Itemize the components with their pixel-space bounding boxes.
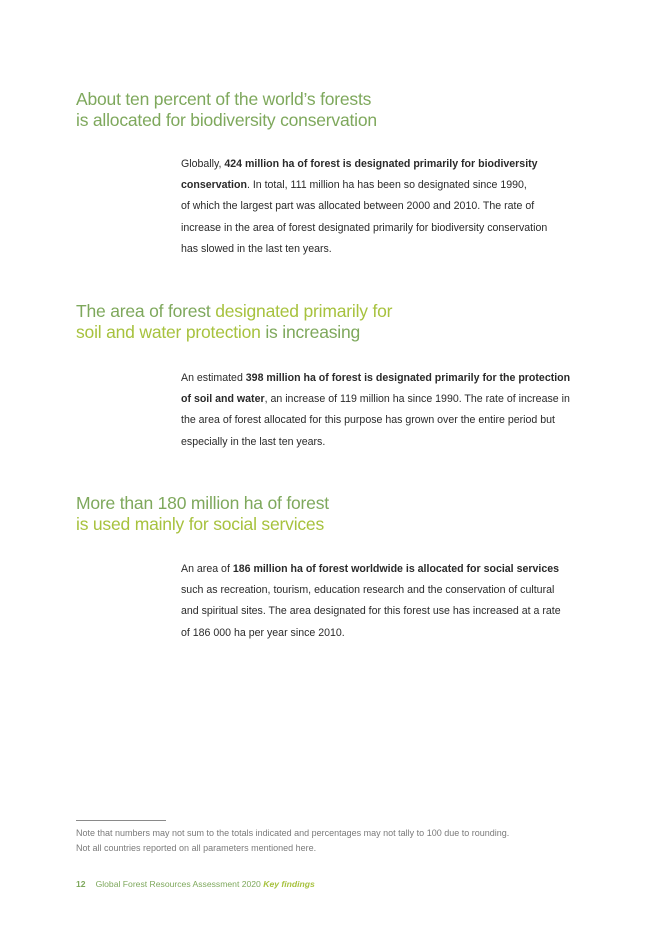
footnote-line: Not all countries reported on all parameters mentioned here. bbox=[76, 842, 317, 853]
text-run: An estimated bbox=[181, 372, 246, 384]
text-run: Globally, bbox=[181, 158, 225, 170]
heading-line: About ten percent of the world’s forests bbox=[76, 89, 372, 109]
section-heading bbox=[76, 301, 496, 343]
page-number: 12 bbox=[76, 879, 86, 889]
text-run: An area of bbox=[181, 563, 233, 575]
section-paragraph bbox=[181, 154, 591, 260]
paragraph-line bbox=[181, 389, 591, 410]
paragraph-line: and spiritual sites. The area designated for this forest use has increased at a rate bbox=[181, 605, 561, 618]
bold-text-run: conservation bbox=[181, 179, 247, 192]
heading-line bbox=[76, 322, 496, 343]
publication-title: Global Forest Resources Assessment 2020 bbox=[95, 879, 264, 889]
paragraph-line: such as recreation, tourism, education research and the conservation of cultural bbox=[181, 584, 555, 597]
paragraph-line: of which the largest part was allocated between 2000 and 2010. The rate of bbox=[181, 200, 535, 213]
footnote bbox=[76, 826, 616, 855]
paragraph-line: has slowed in the last ten years. bbox=[181, 242, 332, 255]
paragraph-line: especially in the last ten years. bbox=[181, 435, 326, 448]
section-heading bbox=[76, 89, 496, 131]
paragraph-line: of 186 000 ha per year since 2010. bbox=[181, 626, 345, 639]
heading-text-run: The area of forest bbox=[76, 301, 216, 321]
heading-line bbox=[76, 301, 496, 322]
footnote-divider bbox=[76, 820, 166, 821]
bold-text-run: 398 million ha of forest is designated primarily for the protection bbox=[245, 372, 571, 384]
heading-line: is allocated for biodiversity conservation bbox=[76, 110, 377, 130]
bold-text-run: of soil and water bbox=[181, 393, 265, 406]
section-paragraph bbox=[181, 368, 591, 453]
paragraph-line: increase in the area of forest designated primarily for biodiversity conservation bbox=[181, 221, 548, 234]
heading-highlight-run: designated primarily for bbox=[215, 301, 393, 321]
paragraph-line: the area of forest allocated for this purpose has grown over the entire period but bbox=[181, 414, 555, 427]
bold-text-run: 424 million ha of forest is designated primarily for biodiversity bbox=[224, 158, 538, 170]
bold-text-run: 186 million ha of forest worldwide is allocated for social services bbox=[232, 563, 559, 575]
heading-line: is used mainly for social services bbox=[76, 514, 325, 534]
text-run: , an increase of 119 million ha since 1990. The rate of increase in bbox=[264, 393, 570, 406]
section-paragraph bbox=[181, 559, 591, 644]
publication-subtitle: Key findings bbox=[263, 879, 315, 889]
paragraph-line bbox=[181, 368, 591, 389]
heading-text-run: is increasing bbox=[260, 322, 361, 342]
page-footer bbox=[76, 878, 315, 890]
heading-line: More than 180 million ha of forest bbox=[76, 493, 329, 513]
footnote-line: Note that numbers may not sum to the totals indicated and percentages may not tally to 100 due to rounding. bbox=[76, 828, 510, 838]
paragraph-line bbox=[181, 559, 591, 580]
heading-highlight-run: soil and water protection bbox=[76, 322, 261, 342]
text-run: . In total, 111 million ha has been so designated since 1990, bbox=[246, 179, 527, 192]
section-heading bbox=[76, 493, 496, 535]
paragraph-line bbox=[181, 175, 591, 196]
paragraph-line bbox=[181, 154, 591, 175]
